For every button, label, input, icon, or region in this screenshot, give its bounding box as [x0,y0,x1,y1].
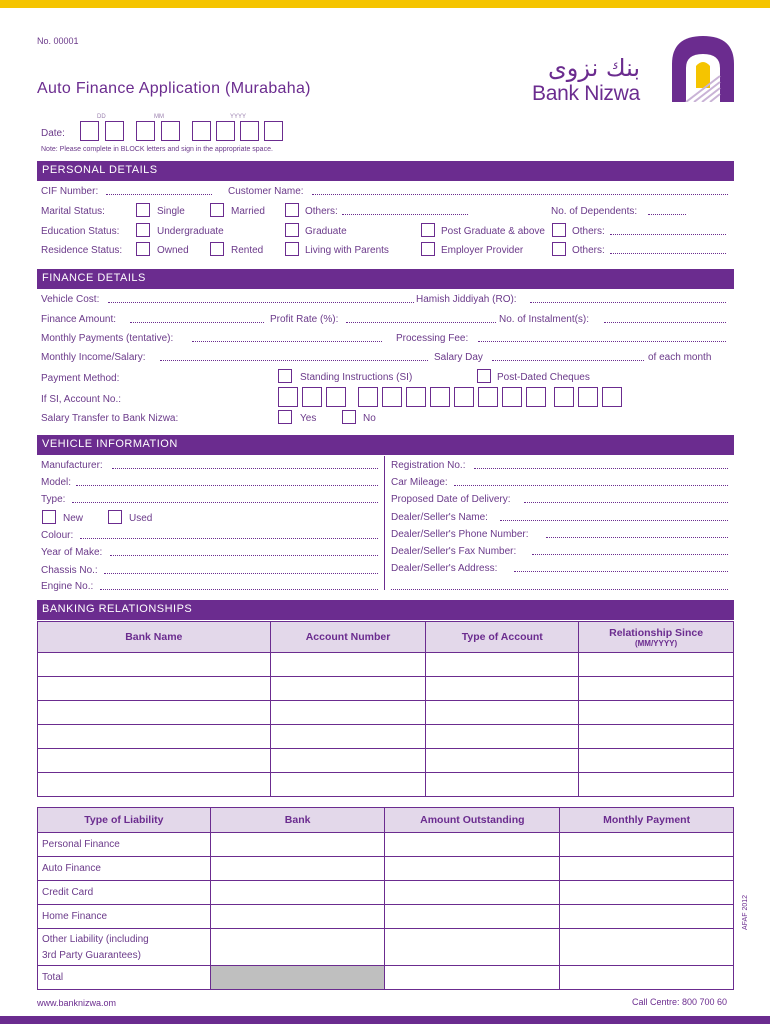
dealer-fax-label: Dealer/Seller's Fax Number: [391,546,517,557]
liability-outstanding-cell[interactable] [385,905,560,929]
profit-rate-label: Profit Rate (%): [270,314,339,325]
si-account-digit-6[interactable] [406,387,426,407]
col-monthly-payment: Monthly Payment [560,808,734,833]
liability-type-other [38,929,211,966]
undergraduate-checkbox[interactable] [136,223,150,237]
vehicle-cost-label: Vehicle Cost: [41,294,100,305]
table-row [38,725,734,749]
dependents-label: No. of Dependents: [551,206,638,217]
education-status-label: Education Status: [41,226,120,237]
liability-bank-cell[interactable] [210,905,385,929]
residence-others-field[interactable] [610,244,726,254]
graduate-checkbox[interactable] [285,223,299,237]
account-number-cell[interactable] [270,725,426,749]
registration-field[interactable] [474,459,728,469]
date-month-1[interactable] [136,121,155,141]
col-type-of-account: Type of Account [426,622,579,653]
top-color-bar [0,0,770,8]
used-checkbox[interactable] [108,510,122,524]
monthly-income-label: Monthly Income/Salary: [41,352,146,363]
date-label: Date: [41,128,65,139]
account-number-cell[interactable] [270,701,426,725]
section-vehicle-information: VEHICLE INFORMATION [37,435,734,455]
liability-monthly-cell[interactable] [560,905,734,929]
marital-others-field[interactable] [342,205,468,215]
marital-others-checkbox[interactable] [285,203,299,217]
monthly-payments-field[interactable] [192,332,382,342]
processing-fee-field[interactable] [478,332,726,342]
year-field[interactable] [110,546,378,556]
relationship-since-cell[interactable] [579,749,734,773]
dealer-address-field-2[interactable] [391,580,728,590]
instalments-label: No. of Instalment(s): [499,314,590,325]
engine-label: Engine No.: [41,581,94,592]
table-row [38,881,734,905]
standing-instructions-label: Standing Instructions (SI) [300,372,413,383]
married-checkbox[interactable] [210,203,224,217]
col-bank-name: Bank Name [38,622,271,653]
account-number-cell[interactable] [270,749,426,773]
liability-type-personal-finance: Personal Finance [38,833,211,857]
registration-label: Registration No.: [391,460,466,471]
model-field[interactable] [76,476,378,486]
liability-outstanding-cell[interactable] [385,833,560,857]
form-note: Note: Please complete in BLOCK letters and sign in the appropriate space. [41,146,273,153]
account-type-cell[interactable] [426,677,579,701]
dealer-phone-label: Dealer/Seller's Phone Number: [391,529,529,540]
bank-name-cell[interactable] [38,701,271,725]
liability-total-bank-shaded [210,966,385,990]
cif-field[interactable] [106,185,212,195]
dealer-address-field[interactable] [514,562,728,572]
liability-outstanding-cell[interactable] [385,929,560,966]
employer-label: Employer Provider [441,245,524,256]
manufacturer-field[interactable] [112,459,378,469]
manufacturer-label: Manufacturer: [41,460,103,471]
dependents-field[interactable] [648,205,686,215]
marital-others-label: Others: [305,206,338,217]
liability-bank-cell[interactable] [210,857,385,881]
residence-others-checkbox[interactable] [552,242,566,256]
education-others-checkbox[interactable] [552,223,566,237]
section-finance-details: FINANCE DETAILS [37,269,734,289]
finance-amount-label: Finance Amount: [41,314,117,325]
liability-bank-cell[interactable] [210,881,385,905]
year-hint: YYYY [230,114,247,120]
si-account-digit-12[interactable] [554,387,574,407]
model-label: Model: [41,477,72,488]
cif-label: CIF Number: [41,186,99,197]
profit-rate-field[interactable] [346,313,496,323]
account-number-cell[interactable] [270,677,426,701]
si-account-digit-2[interactable] [302,387,322,407]
postgrad-label: Post Graduate & above [441,226,545,237]
liabilities-table [37,807,734,990]
liability-type-home-finance: Home Finance [38,905,211,929]
salary-day-label: Salary Day [434,352,483,363]
relationship-since-cell[interactable] [579,653,734,677]
date-year-4[interactable] [264,121,283,141]
liability-monthly-cell[interactable] [560,833,734,857]
bank-name-cell[interactable] [38,677,271,701]
monthly-income-field[interactable] [160,351,428,361]
instalments-field[interactable] [604,313,726,323]
vehicle-cost-field[interactable] [108,293,414,303]
each-month-label: of each month [648,352,712,363]
date-year-1[interactable] [192,121,211,141]
liability-total-label: Total [38,966,211,990]
account-type-cell[interactable] [426,773,579,797]
married-label: Married [231,206,265,217]
single-label: Single [157,206,185,217]
relationship-since-cell[interactable] [579,677,734,701]
single-checkbox[interactable] [136,203,150,217]
standing-instructions-checkbox[interactable] [278,369,292,383]
owned-label: Owned [157,245,189,256]
table-row [38,749,734,773]
chassis-field[interactable] [104,564,378,574]
table-row [38,929,734,966]
dealer-fax-field[interactable] [532,545,728,555]
salary-transfer-no-label: No [363,413,376,424]
mileage-label: Car Mileage: [391,477,448,488]
salary-transfer-yes-checkbox[interactable] [278,410,292,424]
date-year-2[interactable] [216,121,235,141]
table-row [38,653,734,677]
account-number-cell[interactable] [270,773,426,797]
relationship-since-cell[interactable] [579,701,734,725]
employer-checkbox[interactable] [421,242,435,256]
liability-monthly-cell[interactable] [560,881,734,905]
relationship-since-cell[interactable] [579,725,734,749]
si-account-label: If SI, Account No.: [41,394,122,405]
salary-transfer-label: Salary Transfer to Bank Nizwa: [41,413,179,424]
liability-monthly-cell[interactable] [560,929,734,966]
liability-type-credit-card: Credit Card [38,881,211,905]
rented-label: Rented [231,245,264,256]
si-account-digit-4[interactable] [358,387,378,407]
section-personal-details: PERSONAL DETAILS [37,161,734,181]
si-account-digit-5[interactable] [382,387,402,407]
residence-others-label: Others: [572,245,605,256]
date-month-2[interactable] [161,121,180,141]
rented-checkbox[interactable] [210,242,224,256]
hamish-label: Hamish Jiddiyah (RO): [416,294,517,305]
liability-type-auto-finance: Auto Finance [38,857,211,881]
salary-day-field[interactable] [492,351,644,361]
mileage-field[interactable] [454,476,728,486]
graduate-label: Graduate [305,226,347,237]
account-type-cell[interactable] [426,749,579,773]
table-row [38,833,734,857]
account-type-cell[interactable] [426,701,579,725]
col-relationship-since [579,622,734,653]
document-number: No. 00001 [37,36,79,46]
si-account-digit-10[interactable] [502,387,522,407]
liability-outstanding-cell[interactable] [385,857,560,881]
dealer-name-label: Dealer/Seller's Name: [391,512,488,523]
finance-amount-field[interactable] [130,313,264,323]
account-type-cell[interactable] [426,653,579,677]
postgrad-checkbox[interactable] [421,223,435,237]
hamish-field[interactable] [530,293,726,303]
table-row [38,701,734,725]
col-bank: Bank [210,808,385,833]
delivery-label: Proposed Date of Delivery: [391,494,511,505]
liability-total-outstanding-cell[interactable] [385,966,560,990]
year-label: Year of Make: [41,547,103,558]
liability-bank-cell[interactable] [210,833,385,857]
delivery-field[interactable] [524,493,728,503]
col-amount-outstanding: Amount Outstanding [385,808,560,833]
new-checkbox[interactable] [42,510,56,524]
table-row [38,677,734,701]
date-year-3[interactable] [240,121,259,141]
form-title: Auto Finance Application (Murabaha) [37,80,311,97]
engine-field[interactable] [100,580,378,590]
si-account-digit-3[interactable] [326,387,346,407]
account-number-cell[interactable] [270,653,426,677]
post-dated-checkbox[interactable] [477,369,491,383]
education-others-field[interactable] [610,225,726,235]
liability-other-line-2: 3rd Party Guarantees) [42,949,141,961]
salary-transfer-no-checkbox[interactable] [342,410,356,424]
colour-field[interactable] [80,529,378,539]
bank-name-cell[interactable] [38,725,271,749]
marital-status-label: Marital Status: [41,206,105,217]
website-link[interactable]: www.banknizwa.om [37,998,117,1008]
bank-logo-icon [672,36,734,102]
table-row [38,857,734,881]
vehicle-column-divider [384,456,385,590]
undergraduate-label: Undergraduate [157,226,224,237]
liability-other-line-1: Other Liability (including [42,933,149,945]
si-account-digit-1[interactable] [278,387,298,407]
si-account-digit-11[interactable] [526,387,546,407]
brand-name: Bank Nizwa [532,82,640,105]
date-day-2[interactable] [105,121,124,141]
col-relationship-since-format: (MM/YYYY) [634,638,678,648]
si-account-digit-13[interactable] [578,387,598,407]
payment-method-label: Payment Method: [41,373,120,384]
col-relationship-since-label: Relationship Since [609,626,704,639]
salary-transfer-yes-label: Yes [300,413,317,424]
colour-label: Colour: [41,530,74,541]
table-row [38,905,734,929]
bank-name-cell[interactable] [38,653,271,677]
customer-name-field[interactable] [312,185,728,195]
call-centre: Call Centre: 800 700 60 [632,997,728,1007]
table-row [38,773,734,797]
used-label: Used [129,513,153,524]
section-banking-relationships: BANKING RELATIONSHIPS [37,600,734,620]
liability-bank-cell[interactable] [210,929,385,966]
processing-fee-label: Processing Fee: [396,333,469,344]
bottom-color-bar [0,1016,770,1024]
owned-checkbox[interactable] [136,242,150,256]
chassis-label: Chassis No.: [41,565,98,576]
col-type-of-liability: Type of Liability [38,808,211,833]
customer-name-label: Customer Name: [228,186,304,197]
liability-total-monthly-cell[interactable] [560,966,734,990]
new-label: New [63,513,84,524]
si-account-digit-9[interactable] [478,387,498,407]
monthly-payments-label: Monthly Payments (tentative): [41,333,174,344]
si-account-digit-14[interactable] [602,387,622,407]
form-code: AFAF 2012 [742,894,749,930]
banking-relationships-table [37,621,734,797]
type-field[interactable] [72,493,378,503]
si-account-digit-7[interactable] [430,387,450,407]
liability-monthly-cell[interactable] [560,857,734,881]
residence-status-label: Residence Status: [41,245,123,256]
bank-name-cell[interactable] [38,773,271,797]
post-dated-label: Post-Dated Cheques [497,372,590,383]
bank-name-cell[interactable] [38,749,271,773]
account-type-cell[interactable] [426,725,579,749]
relationship-since-cell[interactable] [579,773,734,797]
day-hint: DD [97,114,106,120]
si-account-digit-8[interactable] [454,387,474,407]
living-parents-checkbox[interactable] [285,242,299,256]
dealer-address-label: Dealer/Seller's Address: [391,563,498,574]
date-day-1[interactable] [80,121,99,141]
education-others-label: Others: [572,226,605,237]
col-account-number: Account Number [270,622,426,653]
month-hint: MM [154,114,164,120]
type-label: Type: [41,494,66,505]
brand-arabic-name: بنك نزوى [548,54,641,82]
dealer-name-field[interactable] [500,511,728,521]
liability-outstanding-cell[interactable] [385,881,560,905]
table-row-total [38,966,734,990]
living-parents-label: Living with Parents [305,245,389,256]
dealer-phone-field[interactable] [546,528,728,538]
